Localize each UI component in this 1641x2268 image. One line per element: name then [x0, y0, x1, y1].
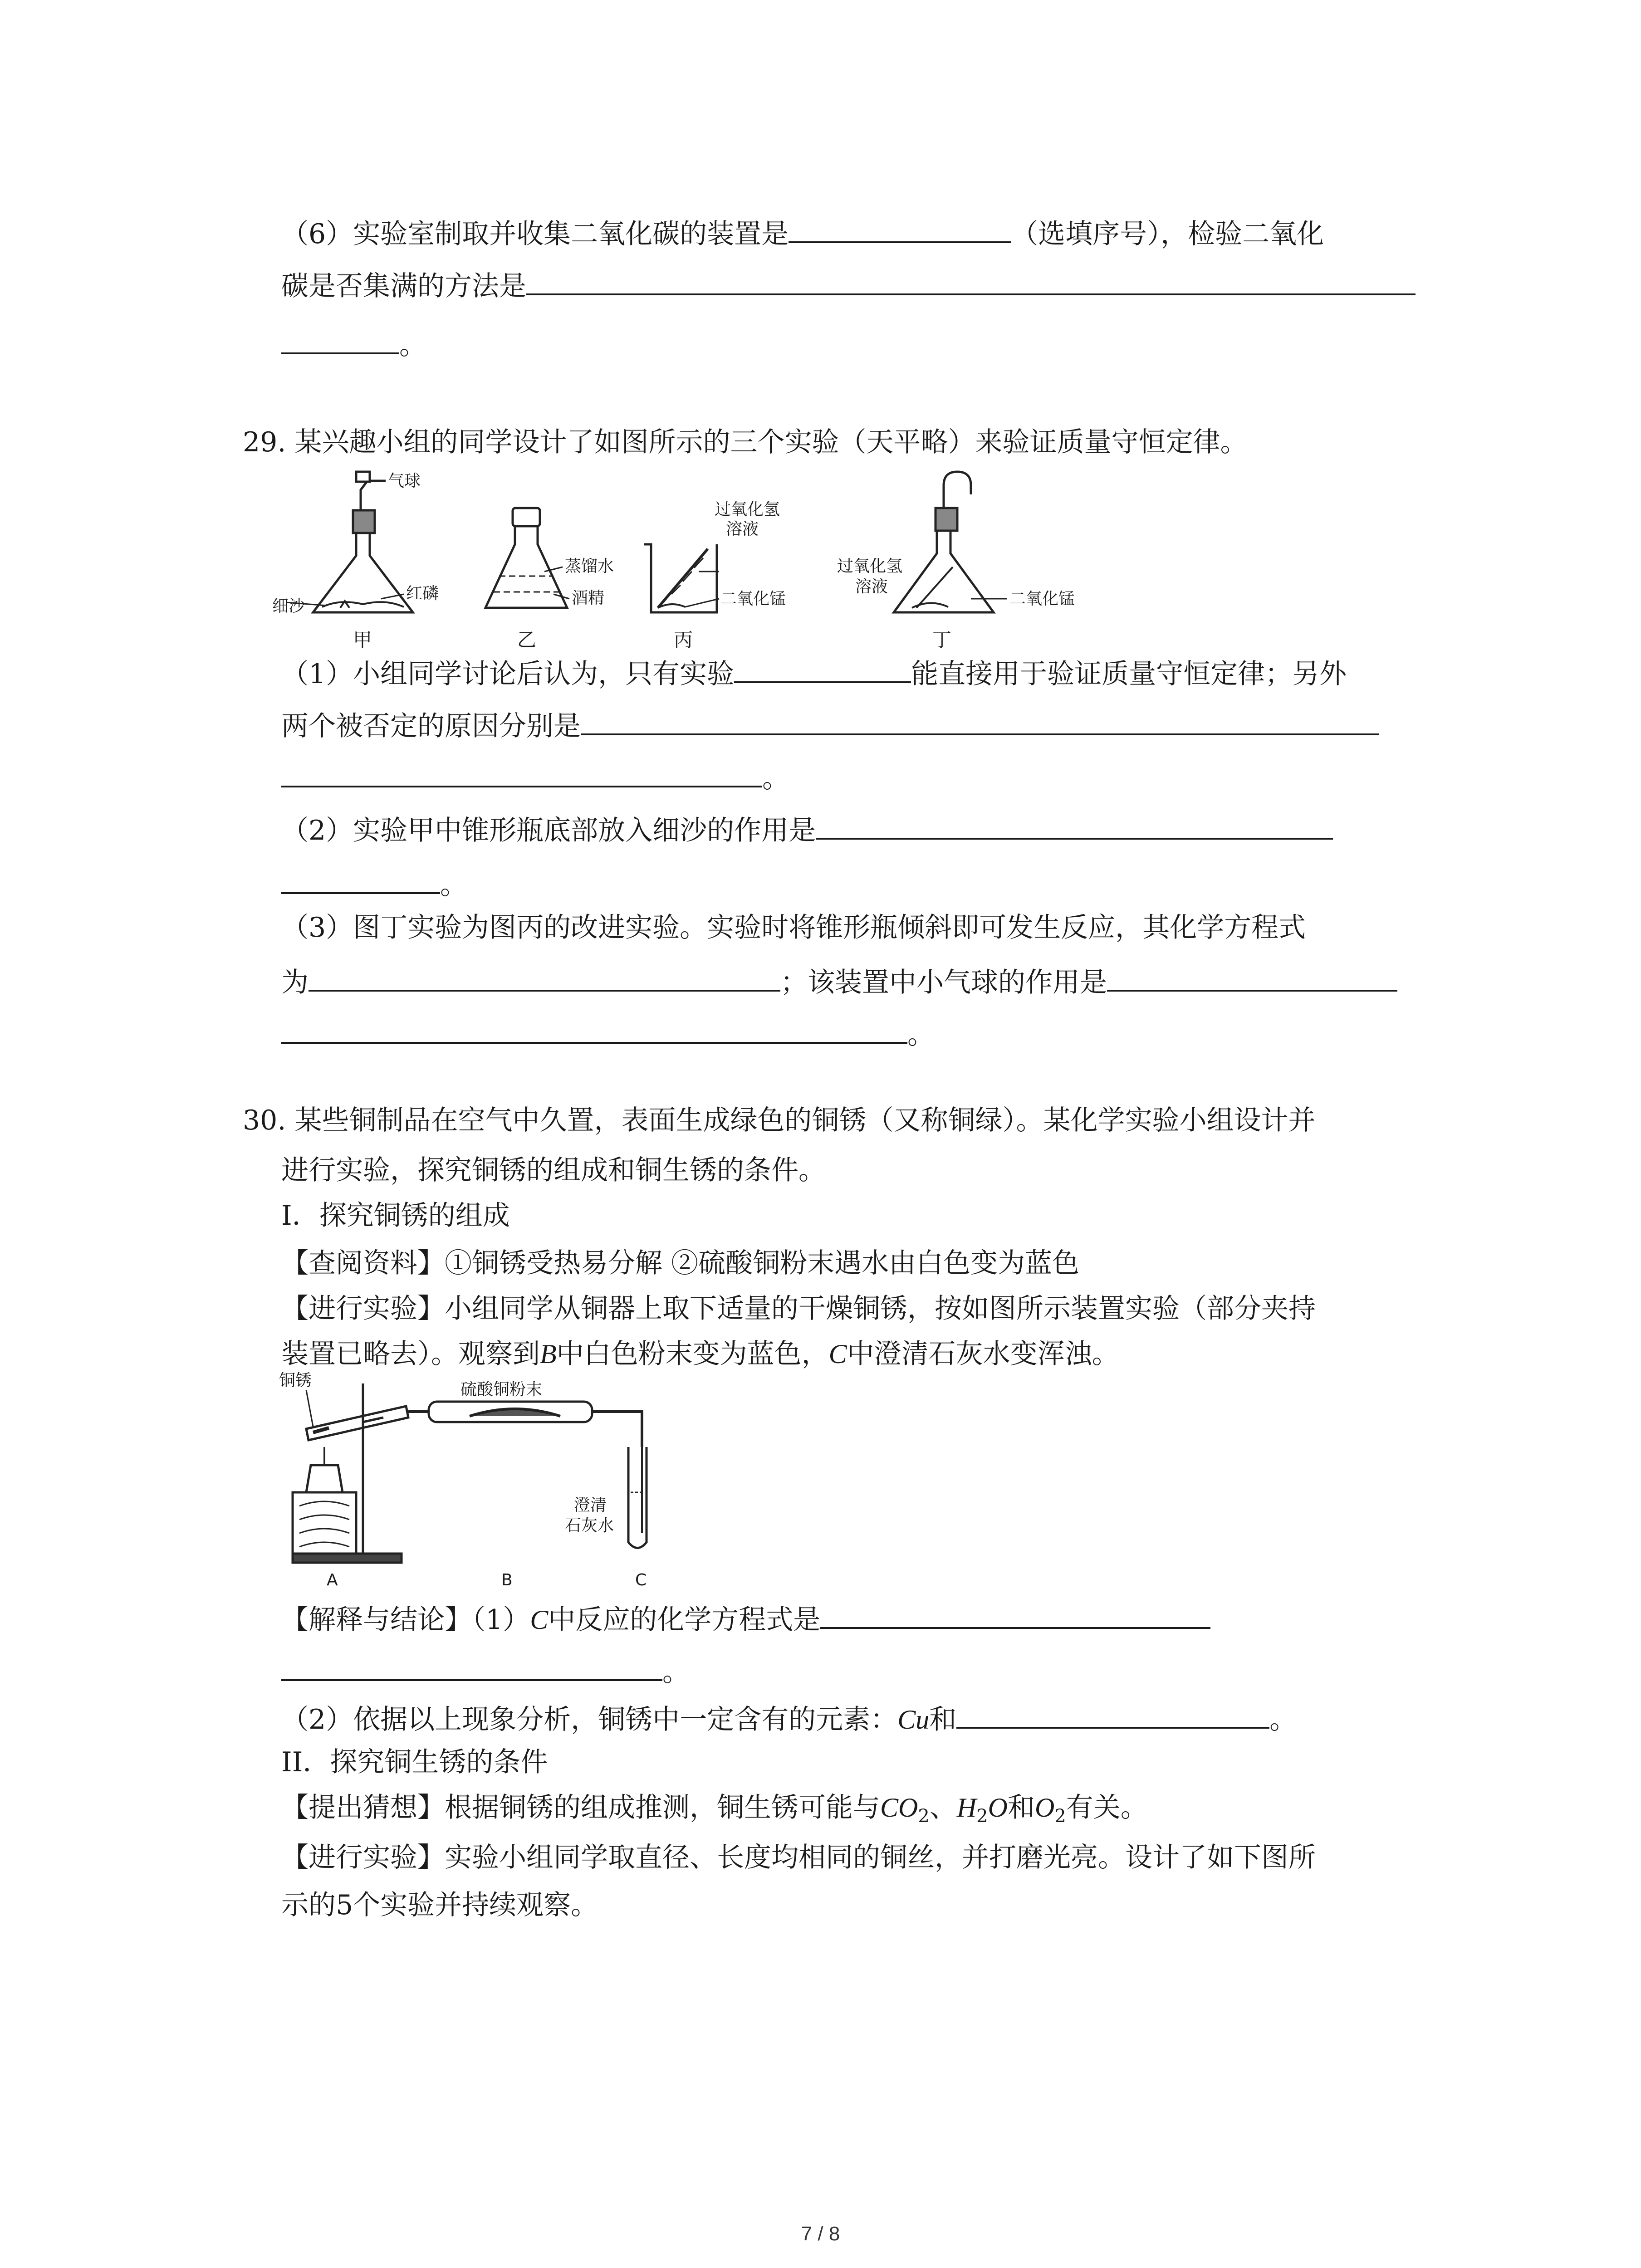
label-ding: 丁 [932, 629, 952, 651]
answer-blank[interactable] [281, 1014, 907, 1044]
q30-hypothesis: 【提出猜想】根据铜锈的组成推测，铜生锈可能与$CO_2$、$H_2O$和$O_2$有关。 [281, 1792, 1148, 1827]
q29-p1-line3: 。 [281, 758, 789, 797]
label-balloon: 气球 [388, 472, 421, 490]
label-limewater-1: 澄清 [574, 1496, 607, 1515]
label-C: C [635, 1571, 647, 1589]
label-bing: 丙 [674, 629, 693, 651]
label-A: A [327, 1571, 338, 1589]
q29-p3-line1: （3）图丁实验为图丙的改进实验。实验时将锥形瓶倾斜即可发生反应，其化学方程式 [281, 912, 1306, 943]
label-ding-h2o2-2: 溶液 [855, 577, 888, 596]
answer-blank[interactable] [820, 1599, 1210, 1629]
q29-p1-line1: （1）小组同学讨论后认为，只有实验 能直接用于验证质量守恒定律；另外 [281, 653, 1347, 692]
flask-ding [894, 472, 994, 612]
flask-yi [485, 508, 567, 608]
label-B: B [501, 1571, 513, 1589]
label-ding-mno2: 二氧化锰 [1009, 590, 1075, 608]
label-copper-sulfate-powder: 硫酸铜粉末 [460, 1380, 543, 1399]
label-ding-h2o2-1: 过氧化氢 [837, 557, 903, 576]
flask-jia [313, 472, 413, 612]
label-jia: 甲 [353, 629, 372, 651]
label-h2o2-1: 过氧化氢 [715, 500, 780, 519]
label-red-phosphorus: 红磷 [406, 584, 439, 603]
q30-experiment-2-line2: 示的5个实验并持续观察。 [281, 1889, 598, 1921]
q30-conclusion-2: （2）依据以上现象分析，铜锈中一定含有的元素：Cu和 。 [281, 1699, 1297, 1738]
q30-apparatus-figure [279, 1371, 733, 1592]
q28-6-line1: （6）实验室制取并收集二氧化碳的装置是 （选填序号），检验二氧化 [281, 213, 1324, 252]
q30-stem-line2: 进行实验，探究铜锈的组成和铜生锈的条件。 [281, 1154, 826, 1186]
q30-experiment-line1: 【进行实验】小组同学从铜器上取下适量的干燥铜锈，按如图所示装置实验（部分夹持 [281, 1293, 1316, 1325]
q29-figure [272, 463, 1134, 653]
answer-blank[interactable] [734, 653, 911, 683]
label-h2o2-2: 溶液 [726, 520, 759, 538]
q30-conclusion-1-line2: 。 [281, 1651, 690, 1690]
answer-blank[interactable] [956, 1699, 1269, 1729]
q29-p1-line2: 两个被否定的原因分别是 [281, 705, 1379, 744]
label-sand: 细沙 [272, 597, 305, 616]
answer-blank[interactable] [281, 1651, 662, 1681]
q29-p3-line2: 为 ；该装置中小气球的作用是 [281, 962, 1397, 1001]
q30-part-ii: II．探究铜生锈的条件 [281, 1746, 548, 1778]
q30-reference: 【查阅资料】①铜锈受热易分解 ②硫酸铜粉末遇水由白色变为蓝色 [281, 1247, 1080, 1279]
q29-p3-line3: 。 [281, 1014, 935, 1053]
label-distilled-water: 蒸馏水 [565, 557, 614, 576]
label-mno2: 二氧化锰 [720, 590, 786, 608]
answer-blank[interactable] [281, 324, 399, 354]
q29-p2-line2: 。 [281, 864, 467, 903]
q30-conclusion-1-line1: 【解释与结论】（1）C中反应的化学方程式是 [281, 1599, 1210, 1638]
q30-part-i: I．探究铜锈的组成 [281, 1200, 510, 1232]
answer-blank[interactable] [309, 962, 780, 992]
label-alcohol: 酒精 [572, 589, 605, 607]
q28-6-line3: 。 [281, 324, 426, 363]
answer-blank[interactable] [1107, 962, 1397, 992]
answer-blank[interactable] [816, 810, 1333, 840]
q29-stem: 29. 某兴趣小组的同学设计了如图所示的三个实验（天平略）来验证质量守恒定律。 [243, 426, 1248, 458]
label-yi: 乙 [517, 629, 537, 651]
q30-experiment-line2: 装置已略去）。观察到B中白色粉末变为蓝色，C中澄清石灰水变浑浊。 [281, 1338, 1119, 1370]
label-limewater-2: 石灰水 [565, 1516, 614, 1535]
label-copper-rust: 铜锈 [279, 1371, 312, 1390]
q28-6-line2: 碳是否集满的方法是 [281, 265, 1416, 304]
answer-blank[interactable] [281, 758, 762, 787]
page-number: 7 / 8 [801, 2223, 840, 2245]
answer-blank[interactable] [526, 265, 1416, 295]
q30-experiment-2-line1: 【进行实验】实验小组同学取直径、长度均相同的铜丝，并打磨光亮。设计了如下图所 [281, 1842, 1316, 1873]
q29-p2-line1: （2）实验甲中锥形瓶底部放入细沙的作用是 [281, 810, 1333, 849]
answer-blank[interactable] [789, 213, 1011, 243]
q30-stem-line1: 30. 某些铜制品在空气中久置，表面生成绿色的铜锈（又称铜绿）。某化学实验小组设计并 [243, 1105, 1316, 1136]
answer-blank[interactable] [581, 705, 1379, 735]
answer-blank[interactable] [281, 864, 440, 894]
